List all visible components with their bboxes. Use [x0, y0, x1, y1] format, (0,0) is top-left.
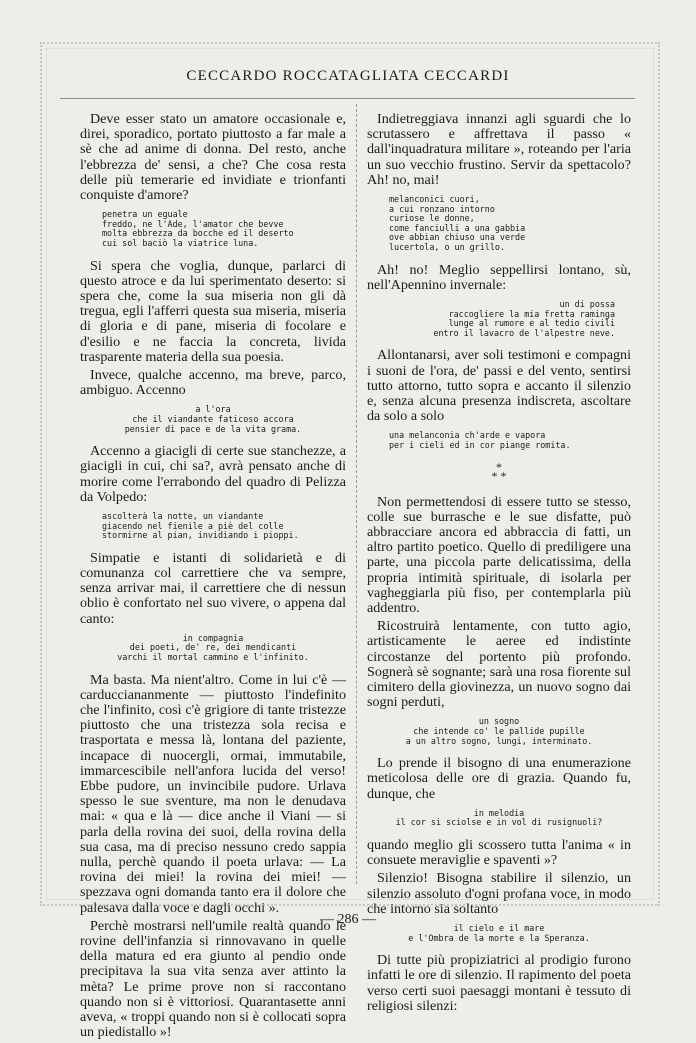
paragraph: Indietreggiava innanzi agli sguardi che lo scrutassero e affrettava il passo « dall'inquadratura militare », roteando per l'aria un suo vecchio frustino. Servir da spettacolo? Ah! no, mai!: [367, 111, 631, 188]
paragraph: Silenzio! Bisogna stabilire il silenzio, un silenzio assoluto d'ogni profana voce, in modo che intorno sia soltanto: [367, 870, 631, 917]
verse-quote: melanconici cuori, a cui ronzano intorno curiose le donne, come fanciulli a una gabbia ove abbian chiuso una verde lucertola, o un grillo.: [389, 194, 526, 252]
header-rule: [60, 98, 635, 99]
verse-quote: in compagnia dei poeti, de' re, dei mendicanti varchi il mortal cammino e l'infinito.: [117, 632, 309, 662]
verse-quote: un sogno che intende co' le pallide pupille a un altro sogno, lungi, interminato.: [405, 716, 593, 746]
verse-quote: in melodia il cor si sciolse e in vol di rusignuoli?: [395, 807, 603, 828]
paragraph: quando meglio gli scossero tutta l'anima « in consuete meraviglie e spaventi »?: [367, 836, 631, 869]
left-column: [80, 112, 346, 1043]
paragraph: Non permettendosi di essere tutto se stesso, colle sue burrasche e le sue disfatte, può abbracciare ancora ed abbraccia di fatti, un altro partito poetico. Quello di prediligere una parte, una piccola parte delicatissima, della propria intimità spirituale, di isolarla per vagheggiarla più fiso, per contemplarla più addentro.: [367, 493, 631, 616]
paragraph: Simpatie e istanti di solidarietà e di comunanza col carrettiere che va sempre, senza arrivar mai, il carrettiere che di nessun oblio è confortato nel suo vivere, o appena dal canto:: [80, 549, 346, 627]
paragraph: Accenno a giacigli di certe sue stanchezze, a giacigli in cui, chi sa?, avrà pensato anche di morire come l'errabondo del quadro di Pelizza da Volpedo:: [80, 443, 346, 505]
paragraph: Ricostruirà lentamente, con tutto agio, artisticamente le aeree ed indistinte circostanze del portento più profondo. Sognerà sè sognante; sarà una rosa fiorente sul cimitero della giovinezza, un nuovo sogno dai sogni perduti,: [367, 618, 631, 711]
running-header: CECCARDO ROCCATAGLIATA CECCARDI: [186, 68, 510, 84]
verse-quote: penetra un eguale freddo, ne l'Ade, l'amator che bevve molta ebbrezza da bocche ed il deserto cui sol baciò la viatrice luna.: [102, 209, 294, 248]
verse-quote: a l'ora che il viandante faticoso accora pensier di pace e de la vita grama.: [124, 404, 302, 434]
paragraph: Lo prende il bisogno di una enumerazione meticolosa delle ore di grazia. Quando fu, dunque, che: [367, 755, 631, 802]
verse-quote: ascolterà la notte, un viandante giacendo nel fienile a piè del colle stormirne al pian, invidiando i pioppi.: [102, 511, 299, 541]
right-column: [367, 112, 631, 1017]
paragraph: Deve esser stato un amatore occasionale e, direi, sporadico, portato piuttosto a far male a sè che ad anime di donna. Del resto, anche l'ebbrezza de' sensi, a che? Che cosa resta delle più temerarie ed invidiate e trionfanti conquiste d'amore?: [80, 111, 346, 204]
paragraph: Perchè mostrarsi nell'umile realtà quando le rovine dell'infanzia si rinnovavano in quelle della matura ed era giunto al pendio onde precipitava la sua vita senza aver attinto la mèta? Le prime prove non si raccontano quando non si è vittoriosi. Quarantasette anni aveva, « troppi quando non si è collocati sopra un piedistallo »!: [80, 917, 346, 1041]
paragraph: Si spera che voglia, dunque, parlarci di questo atroce e da lui sperimentato deserto: si spera che, come la sua miseria non gli dà tregua, egli l'afferri questa sua miseria, miseria di gloria e di pane, miseria di focolare e d'esilio e ne faccia la concreta, livida trasparente materia della sua poesia.: [80, 257, 346, 365]
section-asterism: * * *: [491, 459, 507, 483]
paragraph: Allontanarsi, aver soli testimoni e compagni i suoni de l'ora, de' passi e del vento, sentirsi tutto attorno, tutto sopra e accanto il silenzio e, senza alcuna presenza indiscreta, ascoltare da solo a solo: [367, 347, 631, 425]
paragraph: Di tutte più propiziatrici al prodigio furono infatti le ore di silenzio. Il rapimento del poeta verso certi suoi paesaggi montani è tessuto di religiosi silenzi:: [367, 952, 631, 1014]
paragraph: Invece, qualche accenno, ma breve, parco, ambiguo. Accenno: [80, 367, 346, 399]
verse-quote: un di possa raccogliere la mia fretta raminga lunge al rumore e al tedio civili entro il lavacro de l'alpestre neve.: [433, 298, 615, 338]
paragraph: Ma basta. Ma nient'altro. Come in lui c'è — carducciananmente — piuttosto l'indefinito che l'infinito, così c'è grigiore di tante tristezze piuttosto che una tristezza sola recisa e trasportata e messa là, lontana del paziente, incapace di nuocergli, ormai, immutabile, immarcescibile nell'anfora lucida del verso! Ebbe pudore, un invincibile pudore. Urlava spesso le sue sventure, ma non le denudava mai: « qua e là — dice anche il Viani — si parla della rovina dei suoi, della rovina della sua casa, ma di preciso nessuno credo sappia nulla, perchè quando il poeta urlava: — La rovina dei miei! la rovina dei miei! — spezzava ogni domanda tanto era il dolore che palesava dalla voce e dagli occhi ».: [80, 671, 346, 916]
column-divider: [356, 104, 357, 884]
paragraph: Ah! no! Meglio seppellirsi lontano, sù, nell'Apennino invernale:: [367, 261, 631, 293]
page-number: — 286 —: [320, 912, 376, 927]
verse-quote: il cielo e il mare e l'Ombra de la morte e la Speranza.: [408, 923, 590, 943]
verse-quote: una melanconia ch'arde e vapora per i cieli ed in cor piange romita.: [389, 430, 571, 450]
